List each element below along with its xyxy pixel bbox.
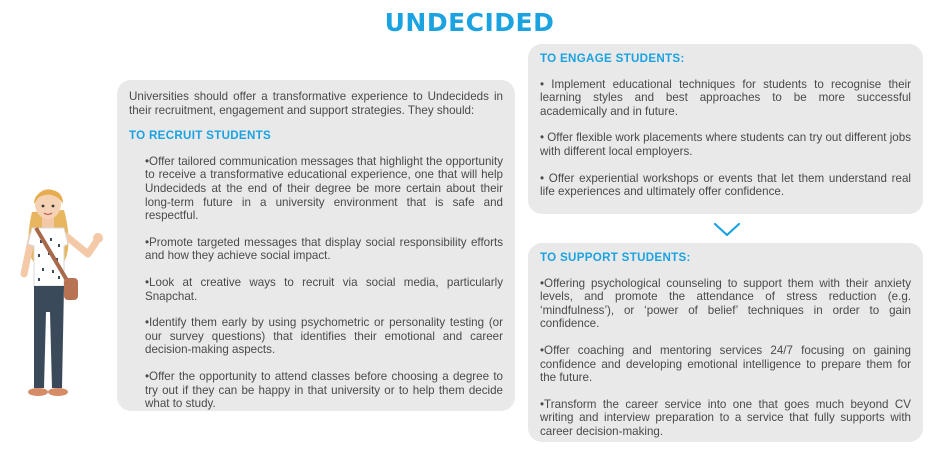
list-item: • Offer flexible work placements where students can try out different jobs with different local employers.: [540, 131, 911, 158]
list-item: •Look at creative ways to recruit via social media, particularly Snapchat.: [145, 275, 503, 303]
list-item: •Transform the career service into one that goes much beyond CV writing and interview preparation to a service that fully supports with career decision-making.: [540, 397, 911, 438]
recruit-list: [129, 155, 503, 411]
chevron-down-icon: [713, 222, 741, 238]
engage-list: [540, 78, 911, 199]
list-item: •Offer coaching and mentoring services 24/7 focusing on gaining confidence and developing emotional intelligence to prepare them for the future.: [540, 343, 911, 385]
list-item: •Offering psychological counseling to support them with their anxiety levels, and promote the attendance of stress reduction (e.g. ‘mindfulness’), or ‘power of belief’ techniques in order to gain confidence.: [540, 276, 911, 331]
list-item: •Offer the opportunity to attend classes before choosing a degree to try out if they can be happy in that university or to help them decide what to study.: [145, 369, 503, 411]
list-item: •Promote targeted messages that display social responsibility efforts and how they achieve social impact.: [145, 235, 503, 263]
engage-card: [528, 44, 923, 214]
support-heading: TO SUPPORT STUDENTS:: [540, 251, 691, 264]
list-item: • Implement educational techniques for students to recognise their learning styles and best approaches to be more successful academically and in future.: [540, 77, 911, 118]
list-item: • Offer experiential workshops or events that let them understand real life experiences and ultimately offer confidence.: [540, 171, 911, 199]
support-card: [528, 243, 923, 442]
engage-heading: TO ENGAGE STUDENTS:: [540, 52, 685, 65]
page-title: UNDECIDED: [384, 8, 555, 37]
list-item: •Offer tailored communication messages that highlight the opportunity to receive a transformative educational experience, one that will help Undecideds at the end of their degree be more certain about their long-term future in a university environment that is safe and respectful.: [145, 154, 503, 223]
student-illustration: [8, 182, 108, 412]
recruit-card: [117, 80, 515, 411]
list-item: •Identify them early by using psychometric or personality testing (or our survey questions) that identifies their emotional and career decision-making aspects.: [145, 316, 503, 357]
recruit-heading: TO RECRUIT STUDENTS: [129, 129, 272, 143]
recruit-intro: Universities should offer a transformative experience to Undecideds in their recruitment, engagement and support strategies. They should:: [129, 90, 503, 117]
support-list: [540, 277, 911, 439]
